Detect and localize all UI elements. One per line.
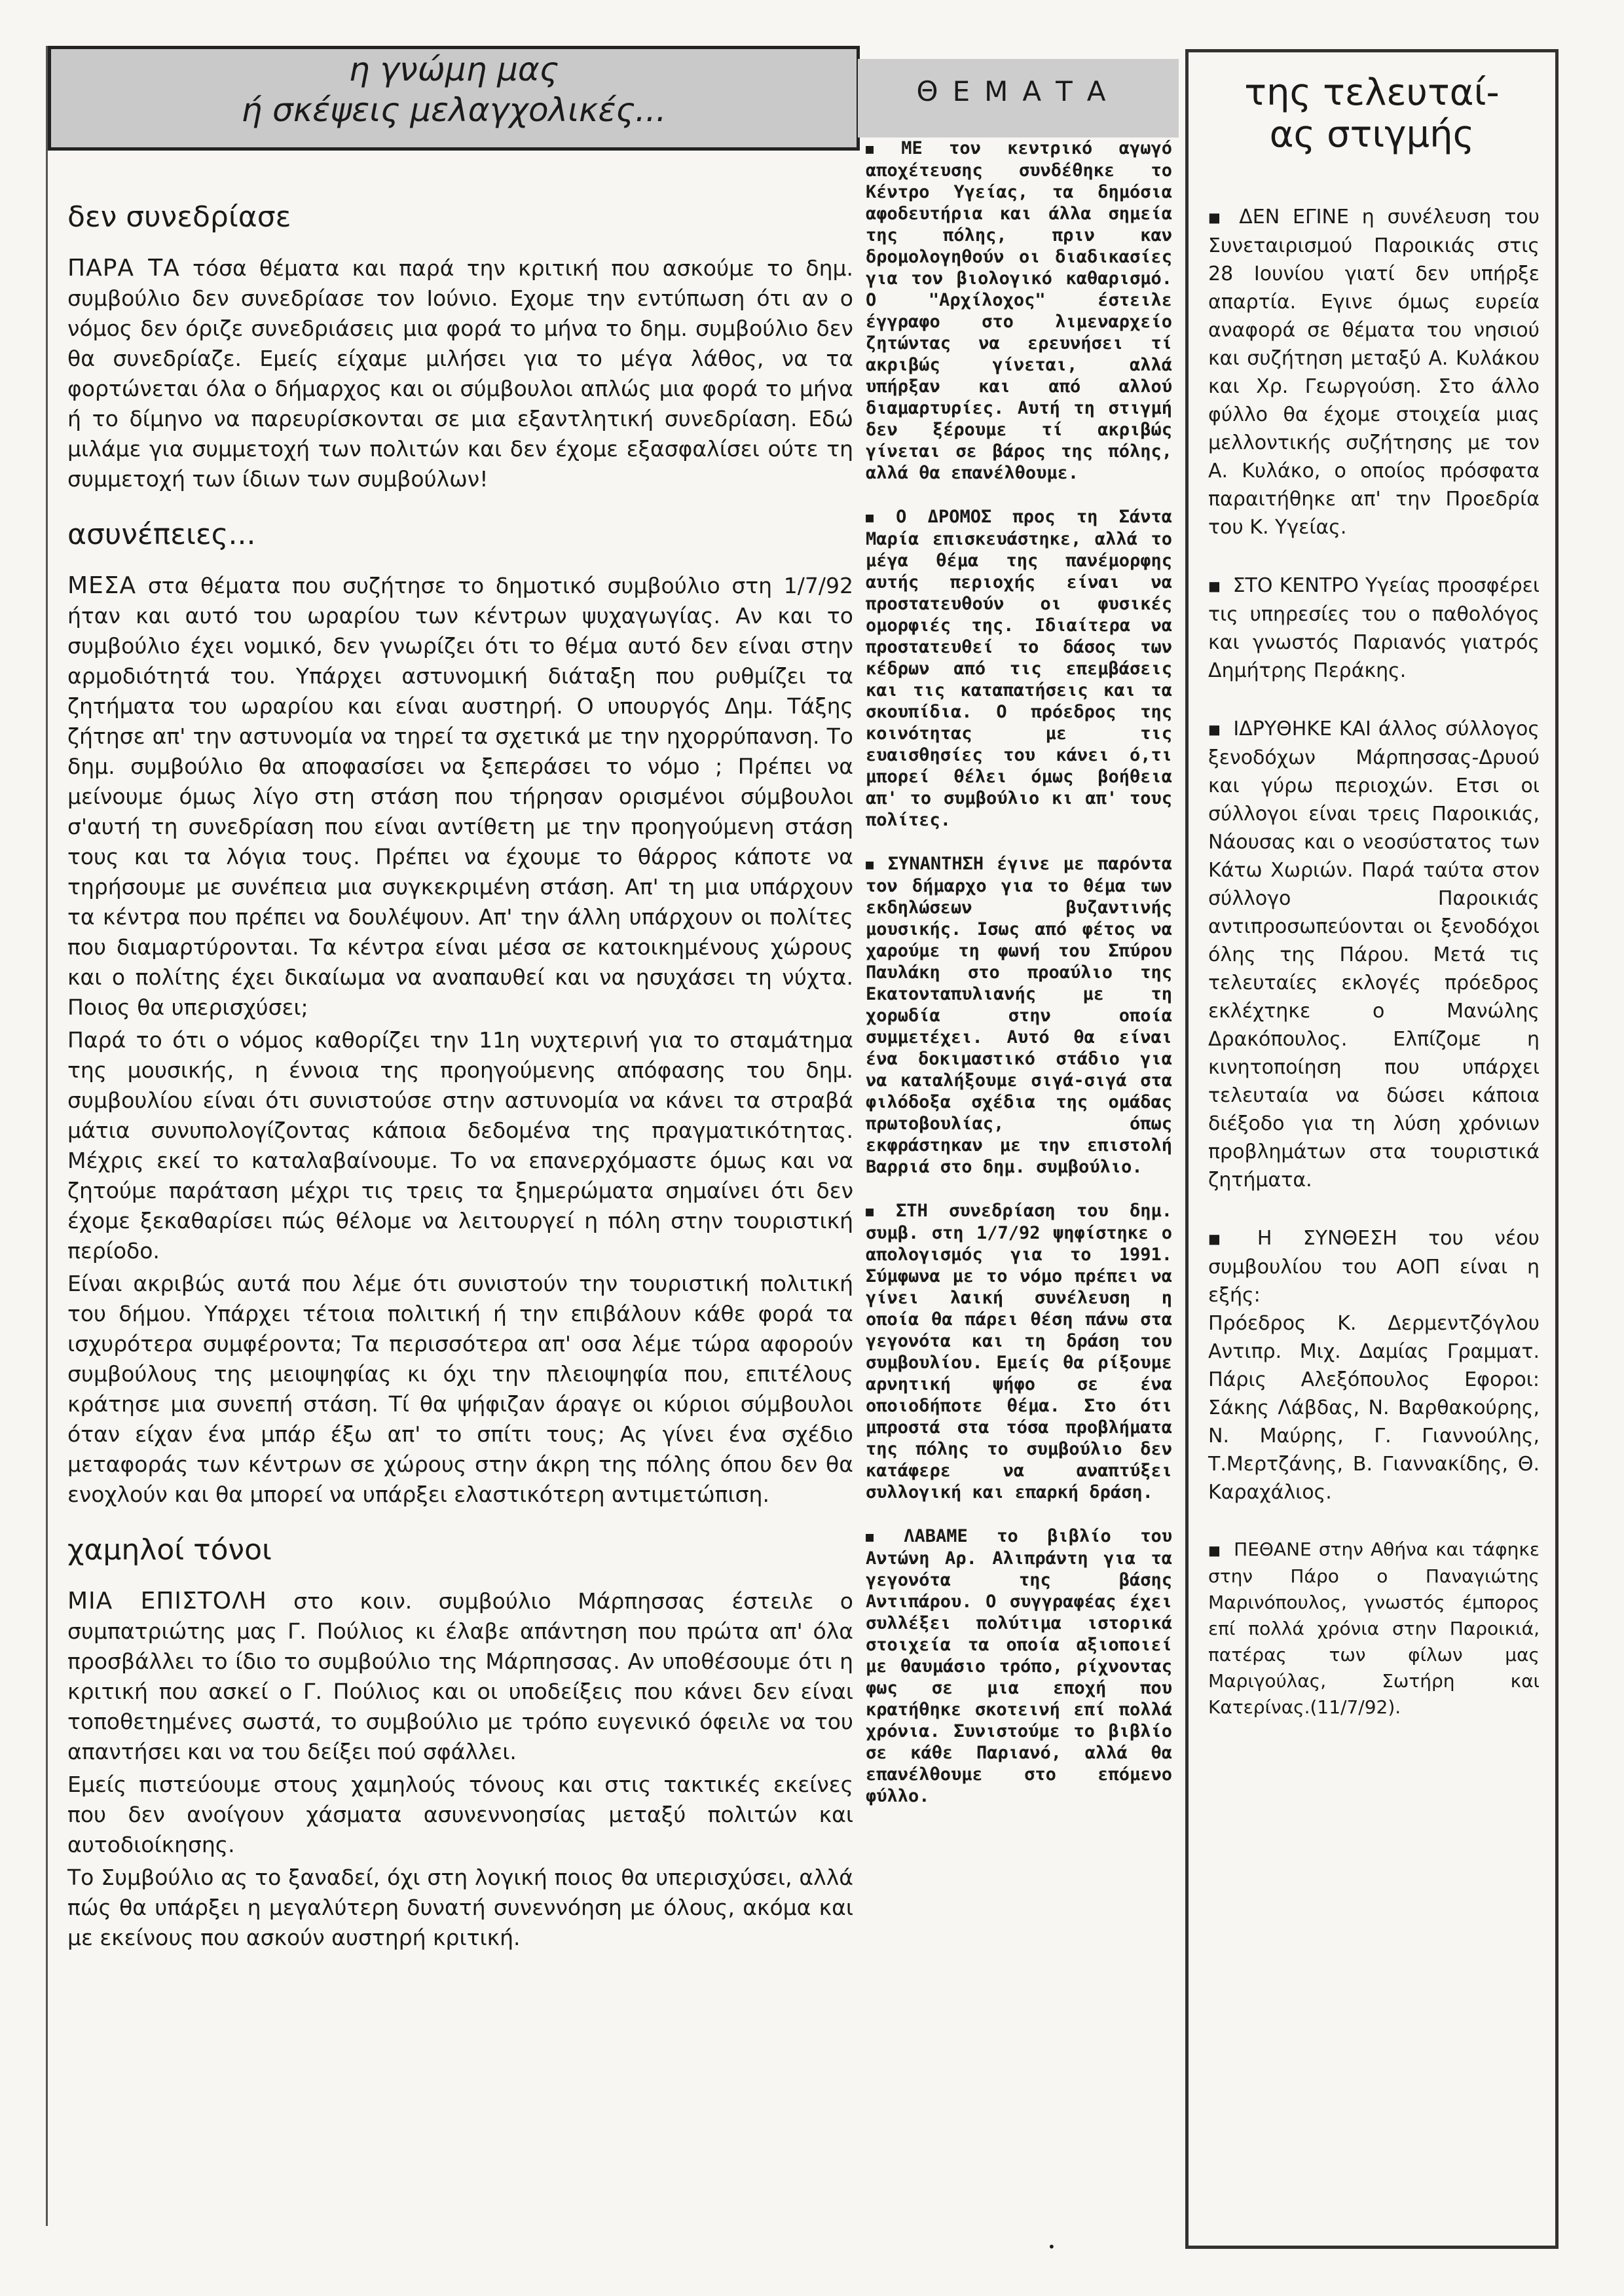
- news-item-text: ΣΤΗ συνεδρίαση του δημ. συμβ. στη 1/7/92 ψηφίστηκε ο απολογισμός για το 1991. Σύμφωνα με το νόμο πρέπει να γίνει λαική συνέλευση η οποία θα πάρει θέση πάνω στα γεγονότα και τη δράση του συμβουλίου. Εμείς θα ρίξουμε αρνητική ψήφο σε ένα οποιοδήποτε θέμα. Στο ότι μπροστά στα τόσα προβλήματα της πόλης το συμβούλιο δεν κατάφερε να αναπτύξει συλλογική και επαρκή δράση.: [866, 1201, 1172, 1503]
- opinion-header-line2: ή σκέψεις μελαγχολικές...: [241, 91, 667, 129]
- lead-words: ΠΕΘΑΝΕ: [1234, 1539, 1312, 1560]
- lead-words: ΙΔΡΥΘΗΚΕ ΚΑΙ: [1233, 718, 1371, 740]
- brief-item: [1208, 203, 1540, 541]
- themes-header: ΘΕΜΑΤΑ: [858, 59, 1179, 137]
- middle-column: [858, 59, 1179, 2246]
- opinion-header: [48, 46, 860, 151]
- article-paragraph: Είναι ακριβώς αυτά που λέμε ότι συνιστούν την τουριστική πολιτική του δήμου. Υπάρχει τέτοια πολιτική ή την επιβάλουν κάθε φορά τα ισχυρότερα συμφέροντα; Τα περισσότερα απ' οσα λέμε τώρα αφορούν συμβούλους της μειοψηφίας κι όχι την πλειοψηφία που, επιτέλους κράτησε μια συνεπή στάση. Τί θα ψήφιζαν άραγε οι κύριοι σύμβουλοι όταν είχαν ένα μπάρ έξω απ' το σπίτι τους; Ας γίνει ένα σχέδιο μεταφοράς των κέντρων σε χώρους στην άκρη της πόλης όπου δεν θα ενοχλούν και θα μπορεί να υπάρξει ελαστικότερη αντιμετώπιση.: [67, 1271, 853, 1507]
- paragraph-text: στα θέματα που συζήτησε το δημοτικό συμβούλιο στη 1/7/92 ήταν και αυτό του ωραρίου των κέντρων ψυχαγωγίας. Αν και το συμβούλιο έχει νομικό, δεν γνωρίζει ότι το θέμα αυτό δεν είναι στην αρμοδιότητά του. Υπάρχει αστυνομική διάταξη που ρυθμίζει τα ζητήματα του ωραρίου και είναι αυστηρή. Ο υπουργός Δημ. Τάξης ζήτησε απ' την αστυνομία να τηρεί τα σχετικά με την ηχορρύπανση. Το δημ. συμβούλιο θα αποφασίσει να ξεπεράσει το νόμο ; Πρέπει να μείνουμε όμως λίγο στη στάση που τήρησαν ορισμένοι σύμβουλοι σ'αυτή τη συνεδρίαση που είναι αντίθετη με την προηγούμενη στάση τους και τα λόγια τους. Πρέπει να έχουμε το θάρρος κάποτε να τηρήσουμε με συνέπεια μια συγκεκριμένη στάση. Απ' τη μια υπάρχουν τα κέντρα που πρέπει να δουλέψουν. Απ' την άλλη υπάρχουν οι πολίτες που διαμαρτύρονται. Τα κέντρα είναι μέσα σε κατοικημένους χώρους και ο πολίτης έχει δικαίωμα να αναπαυθεί και να ησυχάσει τη νύχτα. Ποιος θα υπερισχύσει;: [67, 573, 853, 1020]
- brief-item-text: του νέου συμβουλίου του ΑΟΠ είναι η εξής:: [1208, 1227, 1540, 1307]
- lead-words: ΜΕΣΑ: [67, 572, 137, 599]
- board-members-list: Πρόεδρος Κ. Δερμεντζόγλου Αντιπρ. Μιχ. Δαμίας Γραμματ. Πάρις Αλεξόπουλος Εφοροι: Σάκης Λάβδας, Ν. Βαρθακούρης, Ν. Μαύρης, Γ. Γιαννούλης, Τ.Μερτζάνης, Β. Γιαννακίδης, Θ. Καραχάλιος.: [1208, 1312, 1540, 1504]
- section-title: ασυνέπειες...: [67, 518, 256, 551]
- article-paragraph: [67, 571, 853, 1023]
- square-bullet-icon: ■: [866, 856, 876, 872]
- opinion-header-line1: η γνώμη μας: [348, 50, 559, 88]
- news-item-text: Ο ΔΡΟΜΟΣ προς τη Σάντα Μαρία επισκευάστηκε, αλλά το μέγα θέμα της πανέμορφης αυτής περιοχής είναι να προστατευθούν οι φυσικές ομορφιές της. Ιδιαίτερα να προστατευθεί το δάσος των κέδρων από τις επεμβάσεις και τις καταπατήσεις και τα σκουπίδια. Ο πρόεδρος της κοινότητας με τις ευαισθησίες του κάνει ό,τι μπορεί θέλει όμως βοήθεια απ' το συμβούλιο κι απ' τους πολίτες.: [866, 507, 1172, 830]
- news-item: [866, 1200, 1172, 1503]
- brief-item-text: Υγείας προσφέρει τις υπηρεσίες του ο παθολόγος και γνωστός Παριανός γιατρός Δημήτρης Περάκης.: [1208, 574, 1540, 682]
- paragraph-text: στο κοιν. συμβούλιο Μάρπησσας έστειλε ο συμπατριώτης μας Γ. Πούλιος κι έλαβε απάντηση που πρώτα απ' όλα προσβάλλει το ίδιο το συμβούλιο της Μάρπησσας. Αν υποθέσουμε ότι η κριτική που ασκεί ο Γ. Πούλιος και οι υποδείξεις που κάνει δεν είναι τοποθετημένες σωστά, το συμβούλιο με τρόπο ευγενικό όφειλε να του απαντήσει και να του δείξει πού σφάλλει.: [67, 1588, 853, 1764]
- square-bullet-icon: ■: [866, 1529, 893, 1544]
- news-item: [866, 853, 1172, 1178]
- news-item-text: ΛΑΒΑΜΕ το βιβλίο του Αντώνη Αρ. Αλιπράντη για τα γεγονότα της βάσης Αντιπάρου. Ο συγγραφέας έχει συλλέξει πολύτιμα ιστορικά στοιχεία τα οποία αξιοποιεί με θαυμάσιο τρόπο, ρίχνοντας φως σε μια εποχή που κρατήθηκε σκοτεινή επί πολλά χρόνια. Συνιστούμε το βιβλίο σε κάθε Παριανό, αλλά θα επανέλθουμε στο επόμενο φύλλο.: [866, 1526, 1173, 1806]
- lead-words: ΜΙΑ ΕΠΙΣΤΟΛΗ: [67, 1588, 267, 1614]
- square-bullet-icon: ■: [866, 141, 890, 156]
- lead-words: Η ΣΥΝΘΕΣΗ: [1257, 1227, 1397, 1250]
- page-dot: •: [1048, 2239, 1056, 2255]
- brief-item-text: άλλος σύλλογος ξενοδόχων Μάρπησσας-Δρυού και γύρω περιοχών. Ετσι οι σύλλογοι είναι τρεις Παροικιάς, Νάουσας και ο νεοσύστατος των Κάτω Χωριών. Παρά ταύτα στον σύλλογο Παροικιάς αντιπροσωπεύονται οι ξενοδόχοι όλης της Πάρου. Μετά τις τελευταίες εκλογές πρόεδρος εκλέχτηκε ο Μανώλης Δρακόπουλος. Ελπίζομε η κινητοποίηση που υπάρχει τελευταία να δώσει κάποια διέξοδο για τη λύση χρόνιων προβλημάτων στα τουριστικά ζητήματα.: [1208, 718, 1540, 1192]
- square-bullet-icon: ■: [1208, 1231, 1246, 1247]
- square-bullet-icon: ■: [866, 1203, 885, 1219]
- square-bullet-icon: ■: [866, 509, 885, 525]
- article-paragraph: Παρά το ότι ο νόμος καθορίζει την 11η νυχτερινή για το σταμάτημα της μουσικής, η έννοια της προηγούμενης απόφασης του δημ. συμβουλίου είναι ότι συνιστούσε στην αστυνομία να κάνει τα στραβά μάτια συνυπολογίζοντας κάποια δεδομένα της πραγματικότητας. Μέχρις εκεί το καταλαβαίνουμε. Το να επανερχόμαστε όμως και να ζητούμε παράταση μέχρι τις τρεις τα ξημερώματα σημαίνει ότι δεν έχομε ξεκαθαρίσει πώς θέλομε να λειτουργεί η πόλη στην τουριστική περίοδο.: [67, 1027, 853, 1264]
- opinion-body: [67, 177, 853, 1956]
- brief-item: [1208, 572, 1540, 685]
- themes-body: [858, 137, 1179, 1807]
- brief-item-text: η συνέλευση του Συνεταιρισμού Παροικιάς στις 28 Ιουνίου γιατί δεν υπήρξε απαρτία. Εγινε όμως ευρεία αναφορά σε θέματα του νησιού και συζήτηση μεταξύ Α. Κυλάκου και Χρ. Γεωργούση. Στο άλλο φύλλο θα έχομε στοιχεία μιας μελλοντικής συζήτησης με τον Α. Κυλάκο, ο οποίος πρόσφατα παραιτήθηκε απ' την Προεδρία του Κ. Υγείας.: [1208, 206, 1540, 539]
- article-paragraph: [67, 1586, 853, 1767]
- last-minute-header-line1: της τελευταί-: [1244, 71, 1500, 114]
- square-bullet-icon: ■: [1208, 1542, 1223, 1558]
- lead-words: ΠΑΡΑ ΤΑ: [67, 255, 180, 282]
- lead-words: ΔΕΝ ΕΓΙΝΕ: [1239, 206, 1349, 228]
- news-item-text: ΣΥΝΑΝΤΗΣΗ έγινε με παρόντα τον δήμαρχο για το θέμα των εκδηλώσεων βυζαντινής μουσικής. Ισως από φέτος να χαρούμε τη φωνή του Σπύρου Παυλάκη στο προαύλιο της Εκατονταπυλιανής με τη χορωδία στην οποία συμμετέχει. Αυτό θα είναι ένα δοκιμαστικό στάδιο για να καταλήξουμε σιγά-σιγά στα φιλόδοξα σχέδια της ομάδας πρωτοβουλίας, όπως εκφράστηκαν με την επιστολή Βαρριά στο δημ. συμβούλιο.: [866, 854, 1172, 1177]
- brief-item-text: στην Αθήνα και τάφηκε στην Πάρο ο Παναγιώτης Μαρινόπουλος, γνωστός έμπορος επί πολλά χρόνια στην Παροικιά, πατέρας των φίλων μας Μαριγούλας, Σωτήρη και Κατερίνας.(11/7/92).: [1208, 1539, 1540, 1718]
- news-item: [866, 506, 1172, 831]
- brief-item: [1208, 1224, 1540, 1506]
- section-title: δεν συνεδρίασε: [67, 200, 291, 234]
- left-column: [46, 46, 860, 2226]
- right-column: [1185, 49, 1559, 2249]
- lead-words: ΣΤΟ ΚΕΝΤΡΟ: [1232, 574, 1359, 597]
- article-paragraph: Εμείς πιστεύουμε στους χαμηλούς τόνους και στις τακτικές εκείνες που δεν ανοίγουν χάσματα ασυνεννοησίας μεταξύ πολιτών και αυτοδιοίκησης.: [67, 1772, 853, 1857]
- square-bullet-icon: ■: [1208, 721, 1222, 737]
- brief-item: [1208, 715, 1540, 1194]
- square-bullet-icon: ■: [1208, 210, 1228, 225]
- paragraph-text: τόσα θέματα και παρά την κριτική που ασκούμε το δημ. συμβούλιο δεν συνεδρίασε τον Ιούνιο. Εχομε την εντύπωση ότι αν ο νόμος δεν όριζε συνεδριάσεις μια φορά το μήνα το δημ. συμβούλιο δεν θα συνεδρίαζε. Εμείς είχαμε μιλήσει για το μέγα λάθος, να τα φορτώνεται όλα ο δήμαρχος και οι σύμβουλοι απλώς μια φορά το μήνα ή το δίμηνο να παρευρίσκονται σε μια εξαντλητική συνεδρίαση. Εδώ μιλάμε για συμμετοχή των πολιτών και δεν έχομε εξασφαλίσει ούτε τη συμμετοχή των ίδιων των συμβούλων!: [67, 255, 854, 492]
- article-paragraph: Το Συμβούλιο ας το ξαναδεί, όχι στη λογική ποιος θα υπερισχύσει, αλλά πώς θα υπάρξει η μεγαλύτερη δυνατή συνεννόηση με όλους, ακόμα και με εκείνους που ασκούν αυστηρή κριτική.: [67, 1865, 853, 1950]
- news-item: [866, 137, 1172, 484]
- last-minute-header-line2: ας στιγμής: [1269, 113, 1475, 156]
- section-title: χαμηλοί τόνοι: [67, 1533, 272, 1567]
- brief-item: [1208, 1537, 1540, 1721]
- news-item: [866, 1525, 1172, 1807]
- last-minute-body: [1189, 203, 1555, 1721]
- last-minute-header: [1189, 52, 1555, 203]
- article-paragraph: [67, 253, 853, 494]
- news-item-text: ΜΕ τον κεντρικό αγωγό αποχέτευσης συνδέθηκε το Κέντρο Υγείας, τα δημόσια αφοδευτήρια και άλλα σημεία της πόλης, πριν καν δρομολογηθούν οι διαδικασίες για τον βιολογικό καθαρισμό. Ο "Αρχίλοχος" έστειλε έγγραφο στο λιμεναρχείο ζητώντας να ερευνήσει τί ακριβώς γίνεται, αλλά υπήρξαν και από αλλού διαμαρτυρίες. Αυτή τη στιγμή δεν ξέρουμε τί ακριβώς γίνεται σε βάρος της πόλης, αλλά θα επανέλθουμε.: [866, 138, 1172, 483]
- square-bullet-icon: ■: [1208, 578, 1221, 594]
